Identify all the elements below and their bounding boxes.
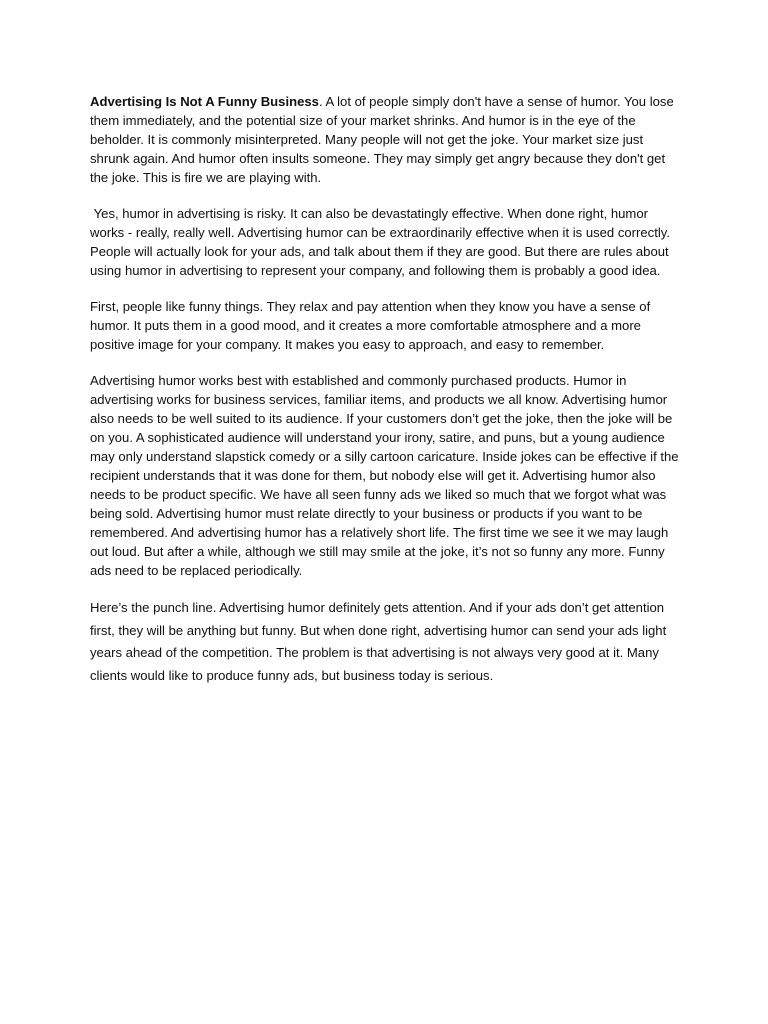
- intro-text: . A lot of people simply don't have a sense of humor. You lose them immediately, and the potential size of your market shrinks. And humor is in the eye of the beholder. It is commonly misinterpreted. Many people will not get the joke. Your market size just shrunk again. And humor often insults someone. They may simply get angry because they don't get the joke. This is fire we are playing with.: [90, 94, 674, 185]
- document-page: [90, 92, 680, 704]
- paragraph-humor-works-best: Advertising humor works best with established and commonly purchased products. Humor in advertising works for business services, familiar items, and products we all know. Advertising humor also needs to be well suited to its audience. If your customers don’t get the joke, then the joke will be on you. A sophisticated audience will understand your irony, satire, and puns, but a young audience may only understand slapstick comedy or a silly cartoon caricature. Inside jokes can be effective if the recipient understands that it was done for them, but nobody else will get it. Advertising humor also needs to be product specific. We have all seen funny ads we liked so much that we forgot what was being sold. Advertising humor must relate directly to your business or products if you want to be remembered. And advertising humor has a relatively short life. The first time we see it we may laugh out loud. But after a while, although we still may smile at the joke, it’s not so funny any more. Funny ads need to be replaced periodically.: [90, 373, 679, 578]
- document-heading: Advertising Is Not A Funny Business: [90, 94, 319, 109]
- paragraph-risk: Yes, humor in advertising is risky. It can also be devastatingly effective. When done right, humor works - really, really well. Advertising humor can be extraordinarily effective when it is used correctly. People will actually look for your ads, and talk about them if they are good. But there are rules about using humor in advertising to represent your company, and following them is probably a good idea.: [90, 206, 674, 278]
- paragraph-intro: [90, 92, 680, 187]
- paragraph-funny-things: First, people like funny things. They relax and pay attention when they know you have a sense of humor. It puts them in a good mood, and it creates a more comfortable atmosphere and a more positive image for your company. It makes you easy to approach, and easy to remember.: [90, 299, 651, 352]
- paragraph-punch-line: Here’s the punch line. Advertising humor definitely gets attention. And if your ads don’t get attention first, they will be anything but funny. But when done right, advertising humor can send your ads light years ahead of the competition. The problem is that advertising is not always very good at it. Many clients would like to produce funny ads, but business today is serious.: [90, 600, 667, 683]
